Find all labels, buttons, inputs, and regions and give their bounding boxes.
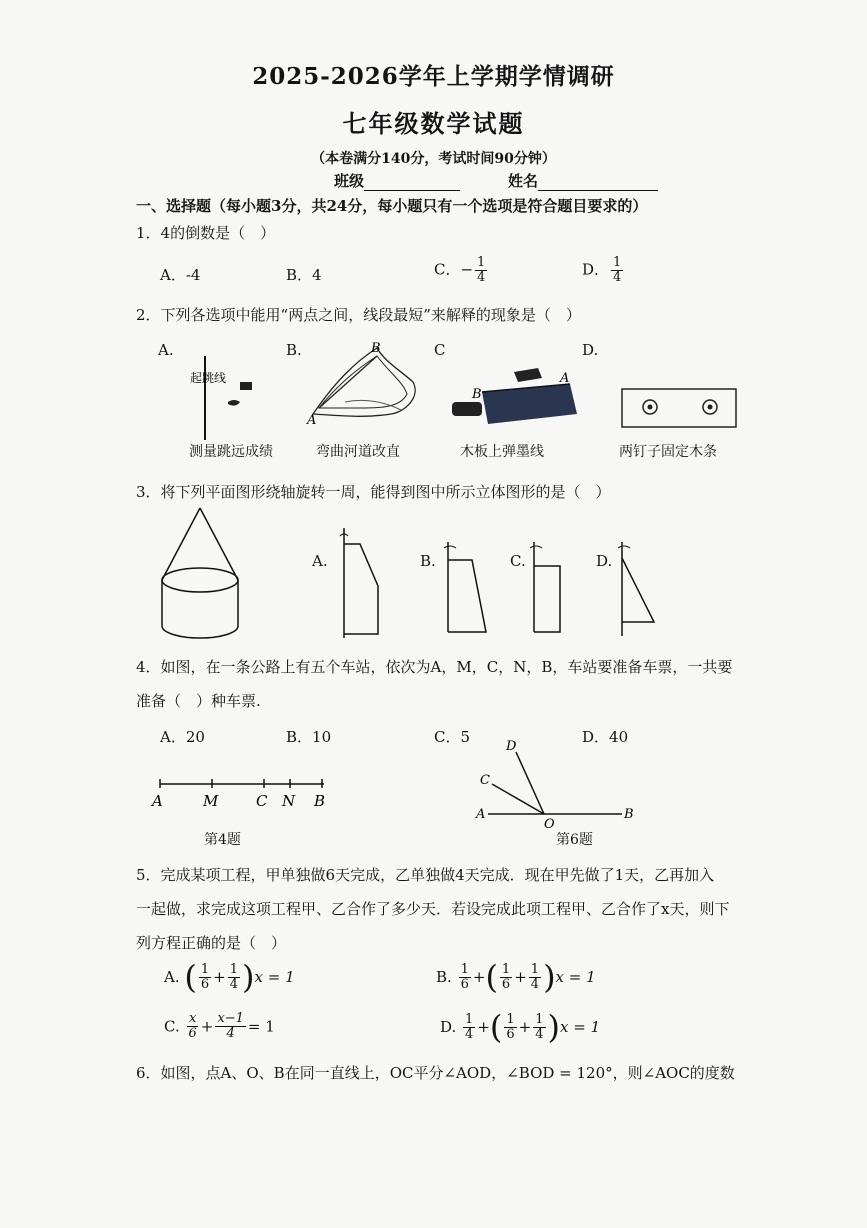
station-n: N [282, 792, 296, 810]
q5-option-b[interactable]: B. $\frac{1}{6}$ +( $\frac{1}{6}$ + $\frac{1}{4}$ )x = 1 [436, 958, 596, 996]
q1-option-b[interactable]: B．4 [286, 266, 322, 284]
river-picture [305, 342, 430, 437]
river-point-b: B [371, 342, 381, 356]
q5-option-c[interactable]: C. $\frac{x}{6}$ + $\frac{x-1}{4}$ = 1 [164, 1011, 275, 1041]
exam-title: 2025-2026学年上学期学情调研 [252, 63, 615, 90]
point-d: D [506, 739, 517, 754]
class-field[interactable] [334, 170, 460, 191]
station-m: M [203, 792, 219, 810]
q3-option-b-shape [440, 540, 490, 636]
takeoff-line-sign: 起跳线 [190, 371, 227, 385]
q1-stem: 1．4的倒数是（ ） [136, 224, 276, 242]
q2-option-c-label[interactable]: C [434, 341, 446, 359]
q4-stem-line2: 准备（ ）种车票. [136, 692, 261, 710]
q2-option-a-label[interactable]: A. [158, 341, 174, 359]
station-c: C [256, 792, 268, 810]
q2-stem: 2．下列各选项中能用“两点之间，线段最短”来解释的现象是（ ） [136, 306, 581, 324]
name-field[interactable] [508, 170, 658, 191]
q3-option-c[interactable]: C. [510, 552, 526, 570]
section-heading: 一、选择题（每小题3分，共24分，每小题只有一个选项是符合题目要求的） [136, 197, 648, 215]
q5-option-a[interactable]: A. ( $\frac{1}{6}$ + $\frac{1}{4}$ )x = 1 [164, 958, 295, 996]
river-point-a: A [307, 413, 317, 428]
q3-stem: 3．将下列平面图形绕轴旋转一周，能得到图中所示立体图形的是（ ） [136, 483, 611, 501]
exam-note: （本卷满分140分，考试时间90分钟） [311, 151, 556, 167]
q2-caption-a: 测量跳远成绩 [189, 444, 273, 460]
q3-option-a[interactable]: A. [312, 552, 328, 570]
q3-option-d-shape [614, 540, 658, 640]
q2-caption-d: 两钉子固定木条 [619, 444, 717, 460]
q1-option-a[interactable]: A．-4 [160, 266, 201, 284]
point-a: A [476, 807, 486, 822]
ink-line-picture [442, 362, 582, 432]
class-label: 班级 [334, 172, 365, 190]
q1-option-c[interactable]: C．− $\frac{1}{4}$ [434, 255, 486, 285]
nailed-strip-picture [620, 385, 740, 431]
q3-option-c-shape [526, 540, 566, 636]
station-b: B [314, 792, 326, 810]
q4-option-a[interactable]: A．20 [160, 728, 205, 746]
q3-option-d[interactable]: D. [596, 552, 613, 570]
solid-figure [158, 506, 242, 642]
q6-figure-caption: 第6题 [556, 832, 593, 848]
q3-option-b[interactable]: B. [420, 552, 436, 570]
q2-option-d-label[interactable]: D. [582, 341, 599, 359]
q1-option-d[interactable]: D． $\frac{1}{4}$ [582, 255, 622, 285]
q4-option-d[interactable]: D．40 [582, 728, 629, 746]
exam-subtitle: 七年级数学试题 [342, 109, 525, 138]
q4-stem-line1: 4．如图，在一条公路上有五个车站，依次为A，M，C，N，B，车站要准备车票，一共要 [136, 658, 733, 676]
board-point-a: A [560, 371, 570, 386]
q6-angle-figure [472, 738, 642, 830]
point-c: C [480, 773, 490, 788]
point-o: O [544, 817, 555, 830]
q5-stem-line3: 列方程正确的是（ ） [136, 934, 287, 952]
station-a: A [152, 792, 163, 810]
q5-stem-line1: 5．完成某项工程，甲单独做6天完成，乙单独做4天完成．现在甲先做了1天，乙再加入 [136, 866, 715, 884]
q2-option-b-label[interactable]: B. [286, 341, 302, 359]
q2-caption-c: 木板上弹墨线 [460, 444, 544, 460]
q4-road-figure [148, 774, 338, 810]
q4-option-c[interactable]: C．5 [434, 728, 471, 746]
q6-stem: 6．如图，点A、O、B在同一直线上，OC平分∠AOD，∠BOD = 120°，则∠AOC的度数 [136, 1064, 735, 1082]
board-point-b: B [472, 387, 482, 402]
long-jump-picture [180, 352, 270, 442]
name-label: 姓名 [508, 172, 539, 190]
q3-option-a-shape [336, 526, 384, 642]
q4-figure-caption: 第4题 [204, 832, 241, 848]
q5-option-d[interactable]: D. $\frac{1}{4}$ +( $\frac{1}{6}$ + $\frac{1}{4}$ )x = 1 [440, 1008, 601, 1046]
q5-stem-line2: 一起做，求完成这项工程甲、乙合作了多少天．若设完成此项工程甲、乙合作了x天，则下 [136, 900, 730, 918]
q4-option-b[interactable]: B．10 [286, 728, 332, 746]
q2-caption-b: 弯曲河道改直 [316, 444, 400, 460]
point-b: B [624, 807, 634, 822]
